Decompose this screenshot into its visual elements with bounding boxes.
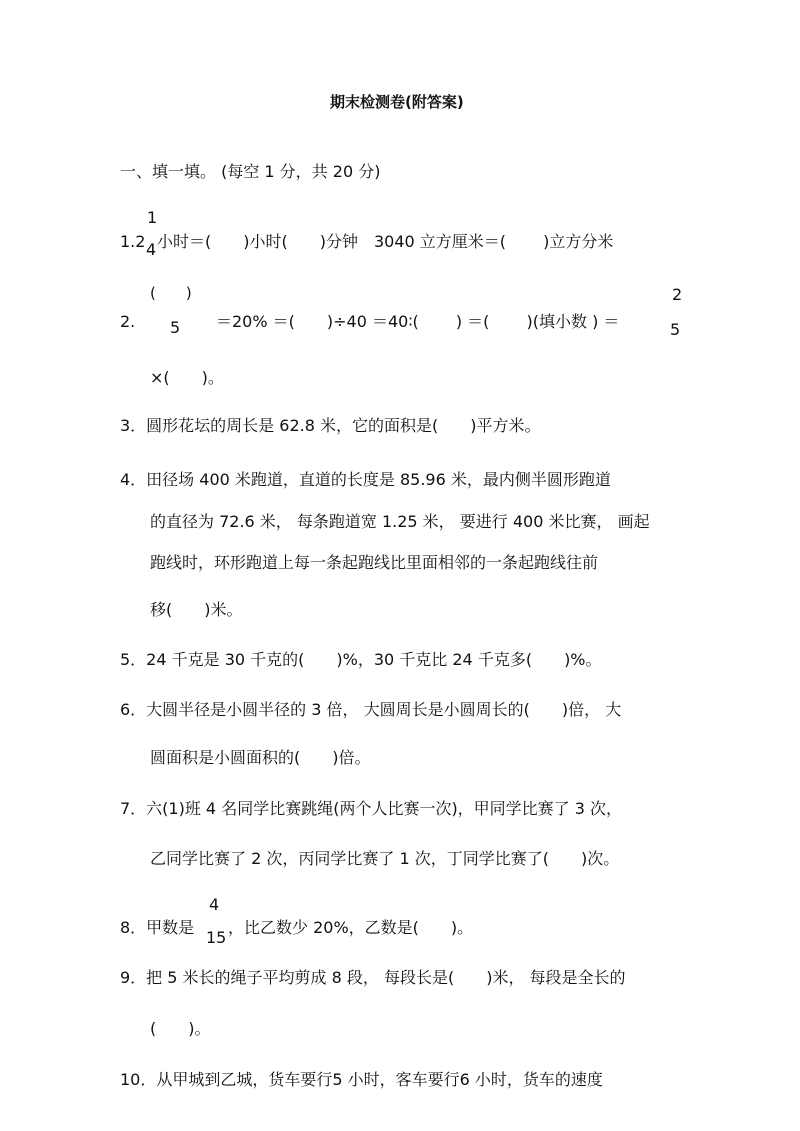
section-heading: 一、填一填。 (每空 1 分，共 20 分) bbox=[120, 162, 381, 181]
q6-line2: 圆面积是小圆面积的( )倍。 bbox=[150, 748, 371, 767]
q2-fraction2-denominator: 5 bbox=[670, 320, 681, 339]
q8-prefix: 8．甲数是 bbox=[120, 918, 195, 937]
q8-text: ，比乙数少 20%，乙数是( )。 bbox=[228, 918, 474, 937]
q8-fraction-numerator: 4 bbox=[209, 895, 220, 914]
q1-prefix: 1.2 bbox=[120, 232, 146, 251]
q1-fraction-denominator: 4 bbox=[146, 240, 157, 259]
q8-fraction-denominator: 15 bbox=[206, 928, 227, 947]
q4-line2: 的直径为 72.6 米， 每条跑道宽 1.25 米， 要进行 400 米比赛， 画起 bbox=[150, 512, 650, 531]
q2-blank-numerator: ( ) bbox=[150, 284, 192, 302]
q7-line1: 7．六(1)班 4 名同学比赛跳绳(两个人比赛一次)，甲同学比赛了 3 次， bbox=[120, 799, 623, 818]
q2-number: 2. bbox=[120, 312, 136, 331]
q2-line2: ×( )。 bbox=[150, 368, 224, 387]
q2-text: ＝20% ＝( )÷40 ＝40∶( ) ＝( )(填小数 ) ＝ bbox=[216, 312, 620, 331]
q10-text: 10．从甲城到乙城，货车要行5 小时，客车要行6 小时，货车的速度 bbox=[120, 1070, 603, 1089]
q1-text: 小时＝( )小时( )分钟 3040 立方厘米＝( )立方分米 bbox=[157, 232, 614, 251]
q2-fraction2-numerator: 2 bbox=[672, 285, 683, 304]
page-title: 期末检测卷(附答案) bbox=[330, 93, 464, 111]
q9-line1: 9．把 5 米长的绳子平均剪成 8 段， 每段长是( )米， 每段是全长的 bbox=[120, 968, 626, 987]
q4-line4: 移( )米。 bbox=[150, 600, 243, 619]
q9-line2: ( )。 bbox=[150, 1019, 211, 1038]
q5-text: 5．24 千克是 30 千克的( )%，30 千克比 24 千克多( )%。 bbox=[120, 650, 602, 669]
q2-fraction-denominator: 5 bbox=[170, 318, 181, 337]
q3-text: 3．圆形花坛的周长是 62.8 米，它的面积是( )平方米。 bbox=[120, 416, 541, 435]
q1-fraction-numerator: 1 bbox=[147, 208, 158, 227]
q4-line1: 4．田径场 400 米跑道，直道的长度是 85.96 米，最内侧半圆形跑道 bbox=[120, 470, 611, 489]
q7-line2: 乙同学比赛了 2 次，丙同学比赛了 1 次，丁同学比赛了( )次。 bbox=[150, 849, 620, 868]
q4-line3: 跑线时，环形跑道上每一条起跑线比里面相邻的一条起跑线往前 bbox=[150, 553, 599, 572]
q6-line1: 6．大圆半径是小圆半径的 3 倍， 大圆周长是小圆周长的( )倍， 大 bbox=[120, 700, 622, 719]
